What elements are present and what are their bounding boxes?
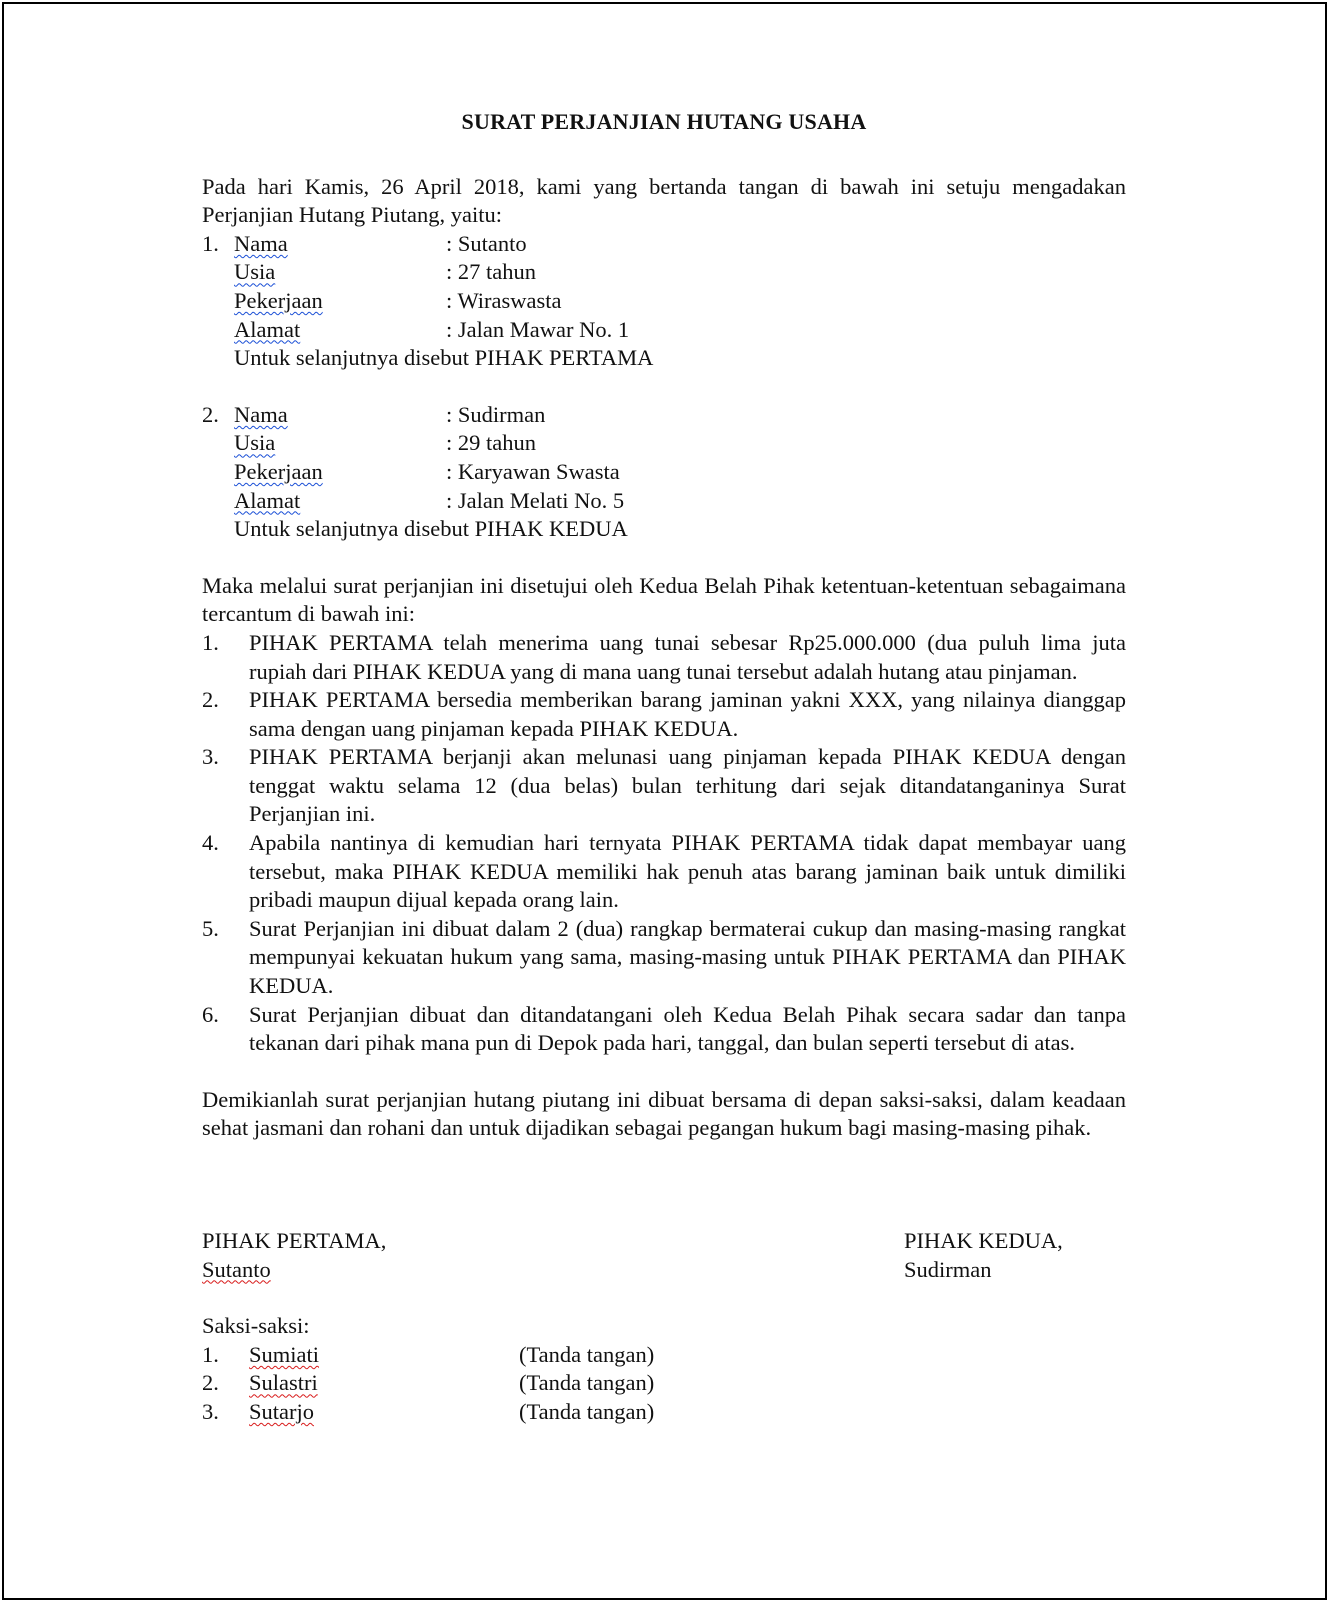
party-second bbox=[202, 401, 1126, 544]
closing-paragraph: Demikianlah surat perjanjian hutang piutang ini dibuat bersama di depan saksi-saksi, dalam keadaan sehat jasmani dan rohani dan untuk dijadikan sebagai pegangan hukum bagi masing-masing pihak. bbox=[202, 1086, 1126, 1141]
clause-text: Apabila nantinya di kemudian hari ternyata PIHAK PERTAMA tidak dapat membayar uang tersebut, maka PIHAK KEDUA memiliki hak penuh atas barang jaminan baik untuk dimiliki pribadi maupun dijual kepada orang lain. bbox=[249, 830, 1126, 913]
clause-text: PIHAK PERTAMA berjanji akan melunasi uang pinjaman kepada PIHAK KEDUA dengan tenggat waktu selama 12 (dua belas) bulan terhitung dari sejak ditandatanganinya Surat Perjanjian ini. bbox=[249, 744, 1126, 827]
party-field-row bbox=[202, 316, 1126, 345]
clause-text: PIHAK PERTAMA telah menerima uang tunai sebesar Rp25.000.000 (dua puluh lima juta rupiah dari PIHAK KEDUA yang di mana uang tunai tersebut adalah hutang atau pinjaman. bbox=[249, 629, 1126, 684]
field-label-alamat: Alamat bbox=[234, 487, 301, 513]
field-value-usia: : 29 tahun bbox=[446, 430, 536, 456]
clause-number: 5. bbox=[202, 915, 219, 941]
field-label-usia: Usia bbox=[234, 259, 276, 285]
clause-item bbox=[202, 629, 1126, 686]
field-label-nama: Nama bbox=[234, 230, 288, 256]
signature-block bbox=[202, 1227, 1126, 1284]
document-body bbox=[202, 108, 1126, 1427]
field-value-alamat: : Jalan Mawar No. 1 bbox=[446, 316, 630, 342]
party-number: 1. bbox=[202, 230, 219, 256]
witness-sign: (Tanda tangan) bbox=[519, 1370, 655, 1396]
witness-heading: Saksi-saksi: bbox=[202, 1313, 310, 1339]
field-label-pekerjaan: Pekerjaan bbox=[234, 458, 323, 484]
field-label-alamat: Alamat bbox=[234, 316, 301, 342]
field-label-nama: Nama bbox=[234, 401, 288, 427]
witness-row bbox=[202, 1341, 1126, 1370]
signature-name: Sutanto bbox=[202, 1256, 271, 1282]
field-label-pekerjaan: Pekerjaan bbox=[234, 287, 323, 313]
clause-number: 6. bbox=[202, 1001, 219, 1027]
witness-number: 3. bbox=[202, 1398, 219, 1424]
agreement-intro-paragraph: Maka melalui surat perjanjian ini disetujui oleh Kedua Belah Pihak ketentuan-ketentuan sebagaimana tercantum di bawah ini: bbox=[202, 572, 1126, 627]
party-first bbox=[202, 230, 1126, 373]
party-field-row bbox=[202, 458, 1126, 487]
party-number: 2. bbox=[202, 401, 219, 427]
field-value-nama: : Sutanto bbox=[446, 230, 527, 256]
intro-paragraph: Pada hari Kamis, 26 April 2018, kami yang bertanda tangan di bawah ini setuju mengadakan Perjanjian Hutang Piutang, yaitu: bbox=[202, 173, 1126, 228]
document-title: SURAT PERJANJIAN HUTANG USAHA bbox=[461, 109, 867, 134]
field-value-usia: : 27 tahun bbox=[446, 259, 536, 285]
signature-role: PIHAK KEDUA, bbox=[904, 1228, 1063, 1253]
clause-text: Surat Perjanjian ini dibuat dalam 2 (dua) rangkap bermaterai cukup dan masing-masing rangkat mempunyai kekuatan hukum yang sama, masing-masing untuk PIHAK PERTAMA dan PIHAK KEDUA. bbox=[249, 915, 1126, 999]
clause-text: PIHAK PERTAMA bersedia memberikan barang jaminan yakni XXX, yang nilainya dianggap sama dengan uang pinjaman kepada PIHAK KEDUA. bbox=[249, 687, 1126, 741]
party-designation: Untuk selanjutnya disebut PIHAK PERTAMA bbox=[234, 345, 654, 371]
clause-number: 4. bbox=[202, 830, 219, 856]
party-field-row bbox=[202, 287, 1126, 316]
party-designation: Untuk selanjutnya disebut PIHAK KEDUA bbox=[234, 516, 628, 542]
field-value-nama: : Sudirman bbox=[446, 401, 546, 427]
field-value-alamat: : Jalan Melati No. 5 bbox=[446, 487, 625, 513]
clause-item bbox=[202, 743, 1126, 829]
party-field-row bbox=[202, 230, 1126, 259]
witness-row bbox=[202, 1369, 1126, 1398]
witness-sign: (Tanda tangan) bbox=[519, 1398, 655, 1424]
signature-second-party bbox=[904, 1227, 1126, 1284]
party-field-row bbox=[202, 258, 1126, 287]
clause-list bbox=[202, 629, 1126, 1058]
party-field-row bbox=[202, 429, 1126, 458]
witness-name: Sutarjo bbox=[249, 1398, 314, 1424]
clause-number: 3. bbox=[202, 744, 219, 770]
clause-number: 1. bbox=[202, 629, 219, 655]
clause-text: Surat Perjanjian dibuat dan ditandatangani oleh Kedua Belah Pihak secara sadar dan tanpa tekanan dari pihak mana pun di Depok pada hari, tanggal, dan bulan seperti tersebut di atas. bbox=[249, 1001, 1126, 1056]
witness-row bbox=[202, 1398, 1126, 1427]
signature-first-party bbox=[202, 1227, 502, 1284]
signature-name: Sudirman bbox=[904, 1256, 992, 1282]
party-field-row bbox=[202, 487, 1126, 516]
witness-number: 1. bbox=[202, 1341, 219, 1367]
clause-number: 2. bbox=[202, 687, 219, 713]
field-value-pekerjaan: : Wiraswasta bbox=[446, 287, 562, 313]
clause-item bbox=[202, 1001, 1126, 1058]
witness-sign: (Tanda tangan) bbox=[519, 1341, 655, 1367]
witness-section bbox=[202, 1312, 1126, 1426]
field-value-pekerjaan: : Karyawan Swasta bbox=[446, 458, 620, 484]
signature-role: PIHAK PERTAMA, bbox=[202, 1228, 387, 1253]
witness-name: Sumiati bbox=[249, 1341, 320, 1367]
witness-name: Sulastri bbox=[249, 1370, 318, 1396]
field-label-usia: Usia bbox=[234, 430, 276, 456]
witness-number: 2. bbox=[202, 1370, 219, 1396]
clause-item bbox=[202, 915, 1126, 1001]
clause-item bbox=[202, 686, 1126, 743]
party-field-row bbox=[202, 401, 1126, 430]
clause-item bbox=[202, 829, 1126, 915]
